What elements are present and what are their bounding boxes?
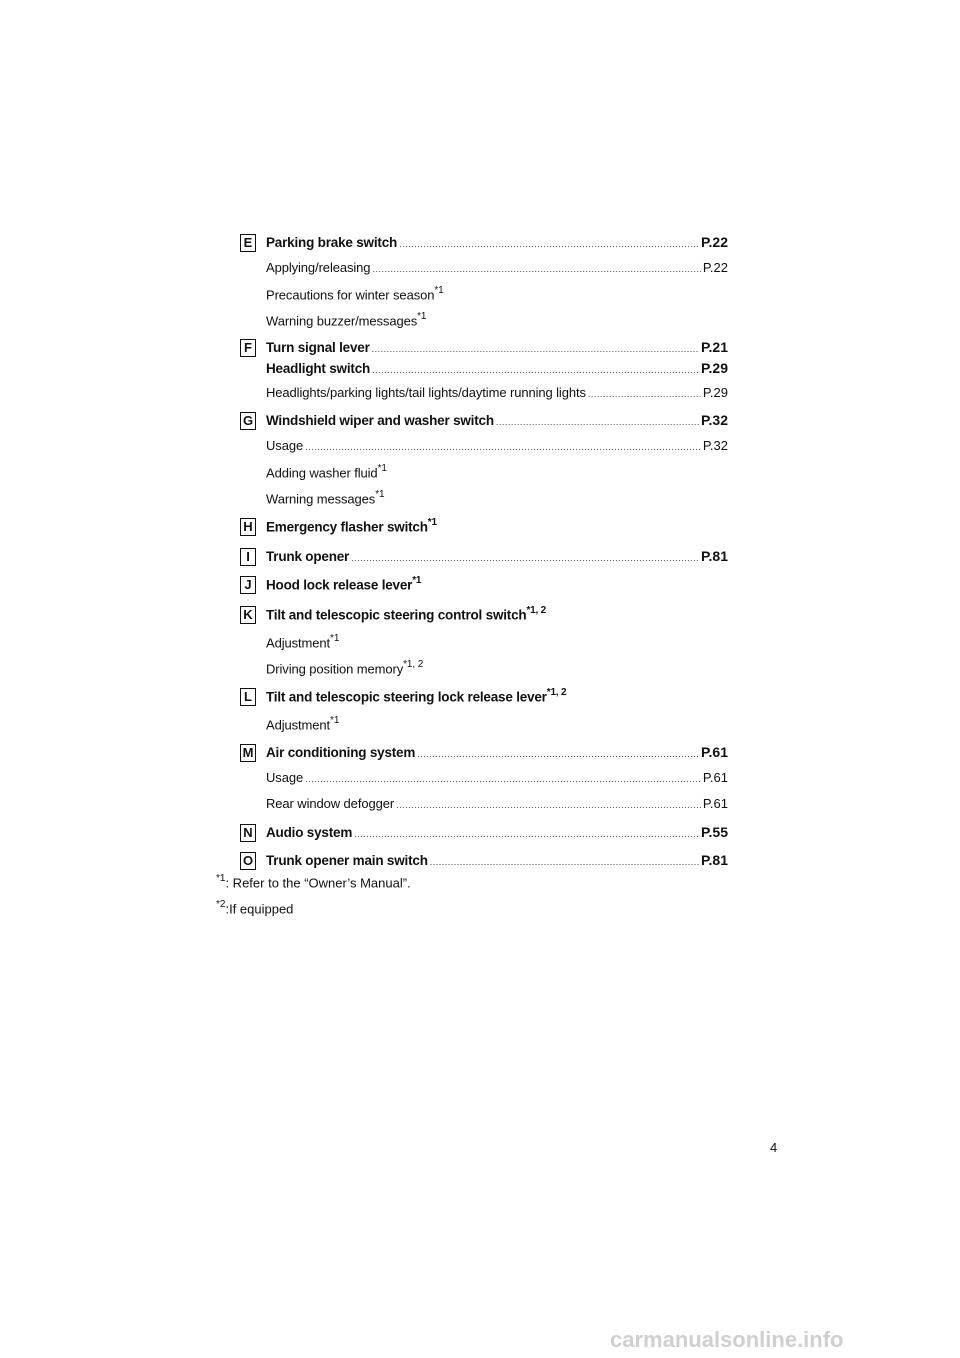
footnote-reference: *1, 2	[403, 659, 424, 670]
dot-leader	[399, 239, 699, 249]
page-reference[interactable]: P.22	[702, 260, 728, 275]
page-reference[interactable]: P.29	[702, 385, 728, 400]
page-reference[interactable]: P.61	[701, 744, 728, 760]
footnote-reference: *1, 2	[546, 687, 567, 698]
entry-title: Trunk opener	[266, 549, 350, 564]
footnote-text: :If equipped	[225, 901, 294, 917]
footnote-reference: *1	[434, 285, 444, 296]
footnote-reference: *1	[377, 463, 387, 474]
entry-title: Air conditioning system	[266, 745, 416, 760]
dot-leader	[430, 857, 699, 867]
page-reference[interactable]: P.21	[701, 339, 728, 355]
page-number: 4	[770, 1140, 778, 1155]
entry-title: Trunk opener main switch	[266, 853, 428, 868]
section-letter-box: K	[240, 606, 256, 624]
subsection-entry[interactable]	[240, 634, 728, 650]
subsection-entry[interactable]	[240, 438, 728, 453]
entry-subtitle: Headlights/parking lights/tail lights/daytime running lights	[266, 385, 586, 400]
dot-leader	[496, 417, 699, 427]
section-entry[interactable]	[240, 234, 728, 250]
entry-subtitle: Driving position memory$^{*1, 2}$	[266, 659, 424, 677]
footnote-mark: *2	[216, 899, 226, 910]
entry-title: Turn signal lever	[266, 340, 370, 355]
subsection-entry[interactable]	[240, 464, 728, 480]
section-entry[interactable]	[240, 548, 728, 564]
entry-title: Parking brake switch	[266, 235, 398, 250]
section-entry[interactable]	[240, 360, 728, 376]
section-entry[interactable]	[240, 576, 728, 593]
section-entry[interactable]	[240, 688, 728, 705]
section-letter-box: N	[240, 824, 256, 842]
watermark-logo-icon	[610, 1325, 950, 1355]
dot-leader	[588, 389, 701, 399]
page-reference[interactable]: P.32	[701, 412, 728, 428]
page-reference[interactable]: P.61	[702, 796, 728, 811]
section-letter-box: O	[240, 852, 256, 870]
section-letter-box: I	[240, 548, 256, 566]
section-entry[interactable]	[240, 824, 728, 840]
subsection-entry[interactable]	[240, 490, 728, 506]
page-reference[interactable]: P.81	[701, 852, 728, 868]
footnote-reference: *1	[427, 517, 437, 528]
entry-subtitle: Warning messages$^{*1}$	[266, 489, 385, 507]
section-letter-box: F	[240, 339, 256, 357]
subsection-entry[interactable]	[240, 770, 728, 785]
subsection-entry[interactable]	[240, 660, 728, 676]
section-entry[interactable]	[240, 412, 728, 428]
entry-title: Tilt and telescopic steering lock release lever$^{*1, 2}$	[266, 687, 567, 705]
dot-leader	[354, 829, 699, 839]
entry-subtitle: Warning buzzer/messages$^{*1}$	[266, 311, 427, 329]
subsection-entry[interactable]	[240, 716, 728, 732]
entry-title: Audio system	[266, 825, 353, 840]
footnote	[216, 900, 293, 916]
section-letter-box: M	[240, 744, 256, 762]
section-letter-box: L	[240, 688, 256, 706]
entry-title: Hood lock release lever$^{*1}$	[266, 575, 422, 593]
footnote-reference: *1	[330, 715, 340, 726]
footnote-mark: *1	[216, 873, 226, 884]
entry-title: Windshield wiper and washer switch	[266, 413, 494, 428]
page-reference[interactable]: P.61	[702, 770, 728, 785]
entry-subtitle: Adjustment$^{*1}$	[266, 633, 340, 651]
page-reference[interactable]: P.29	[701, 360, 728, 376]
section-letter-box: J	[240, 576, 256, 594]
entry-subtitle: Rear window defogger	[266, 796, 395, 811]
dot-leader	[396, 800, 701, 810]
section-letter-box: G	[240, 412, 256, 430]
page-reference[interactable]: P.22	[701, 234, 728, 250]
svg-text:carmanualsonline.info: carmanualsonline.info	[610, 1327, 844, 1352]
section-letter-box: H	[240, 518, 256, 536]
dot-leader	[372, 344, 699, 354]
entry-title: Emergency flasher switch$^{*1}$	[266, 517, 437, 535]
subsection-entry[interactable]	[240, 312, 728, 328]
section-entry[interactable]	[240, 518, 728, 535]
footnote-text: : Refer to the “Owner’s Manual”.	[225, 875, 411, 891]
subsection-entry[interactable]	[240, 260, 728, 275]
entry-subtitle: Usage	[266, 438, 304, 453]
page-reference[interactable]: P.32	[702, 438, 728, 453]
page-reference[interactable]: P.81	[701, 548, 728, 564]
dot-leader	[372, 365, 699, 375]
subsection-entry[interactable]	[240, 286, 728, 302]
dot-leader	[305, 442, 701, 452]
entry-subtitle: Applying/releasing	[266, 260, 371, 275]
entry-subtitle: Precautions for winter season$^{*1}$	[266, 285, 444, 303]
section-letter-box: E	[240, 234, 256, 252]
footnote-reference: *1, 2	[526, 605, 547, 616]
entry-subtitle: Adjustment$^{*1}$	[266, 715, 340, 733]
entry-subtitle: Adding washer fluid$^{*1}$	[266, 463, 387, 481]
dot-leader	[305, 774, 701, 784]
dot-leader	[372, 264, 700, 274]
footnote-reference: *1	[417, 311, 427, 322]
footnote-reference: *1	[330, 633, 340, 644]
section-entry[interactable]	[240, 852, 728, 868]
footnote-reference: *1	[375, 489, 385, 500]
entry-title: Headlight switch	[266, 361, 371, 376]
footnote	[216, 874, 411, 890]
section-entry[interactable]	[240, 744, 728, 760]
section-entry[interactable]	[240, 606, 728, 623]
footnote-reference: *1	[412, 575, 422, 586]
dot-leader	[417, 749, 699, 759]
subsection-entry[interactable]	[240, 796, 728, 811]
dot-leader	[351, 553, 699, 563]
page-reference[interactable]: P.55	[701, 824, 728, 840]
subsection-entry[interactable]	[240, 385, 728, 400]
entry-subtitle: Usage	[266, 770, 304, 785]
section-entry[interactable]	[240, 339, 728, 355]
entry-title: Tilt and telescopic steering control switch$^{*1, 2}$	[266, 605, 547, 623]
